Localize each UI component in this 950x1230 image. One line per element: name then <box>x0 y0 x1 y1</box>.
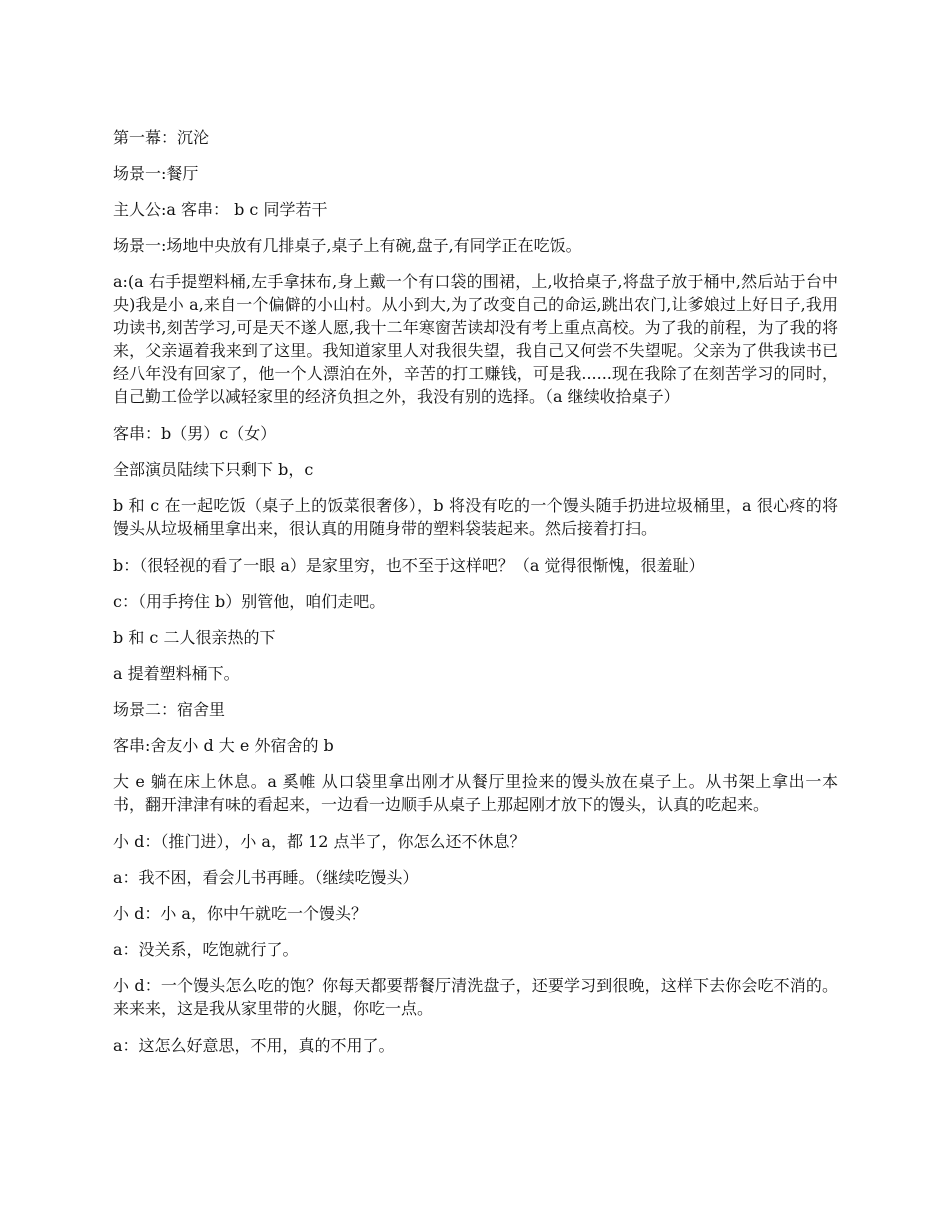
stage-direction-dorm: 大 e 躺在床上休息。a 奚帷 从口袋里拿出刚才从餐厅里捡来的馒头放在桌子上。从书架上拿出一本书，翻开津津有味的看起来，一边看一边顺手从桌子上那起刚才放下的馒头，认真的吃起来。 <box>113 772 838 814</box>
dialogue-a-1: a：我不困，看会儿书再睡。（继续吃馒头） <box>113 868 419 887</box>
dialogue-d-2: 小 d：小 a，你中午就吃一个馒头？ <box>113 904 367 923</box>
stage-direction-a-exit: a 提着塑料桶下。 <box>113 664 240 683</box>
scene-description-1: 场景一:场地中央放有几排桌子,桌子上有碗,盘子,有同学正在吃饭。 <box>113 236 582 255</box>
stage-direction-meal: b 和 c 在一起吃饭（桌子上的饭菜很奢侈），b 将没有吃的一个馒头随手扔进垃圾桶里，a 很心疼的将馒头从垃圾桶里拿出来，很认真的用随身带的塑料袋装起来。然后接着打扫。 <box>113 496 838 538</box>
act-title: 第一幕：沉沦 <box>113 128 210 147</box>
dialogue-a-3: a：这怎么好意思，不用，真的不用了。 <box>113 1036 395 1055</box>
scene-heading-2: 场景二：宿舍里 <box>113 700 226 719</box>
scene-heading-1: 场景一:餐厅 <box>113 164 199 183</box>
dialogue-b: b：（很轻视的看了一眼 a）是家里穷，也不至于这样吧？（a 觉得很惭愧，很羞耻） <box>113 556 705 575</box>
stage-direction-bc-exit: b 和 c 二人很亲热的下 <box>113 628 276 647</box>
stage-direction-exit: 全部演员陆续下只剩下 b，c <box>113 460 314 479</box>
dialogue-a-2: a：没关系，吃饱就行了。 <box>113 940 299 959</box>
dialogue-d-3: 小 d：一个馒头怎么吃的饱？你每天都要帮餐厅清洗盘子，还要学习到很晚，这样下去你会吃不消的。来来来，这是我从家里带的火腿，你吃一点。 <box>113 976 838 1018</box>
monologue-a: a:(a 右手提塑料桶,左手拿抹布,身上戴一个有口袋的围裙，上,收拾桌子,将盘子放于桶中,然后站于台中央)我是小 a,来自一个偏僻的小山村。从小到大,为了改变自己的命运,跳出农门,让爹娘过上好日子,我用功读书,刻苦学习,可是天不遂人愿,我十二年寒窗苦读却没有考上重点高校。为了我的前程，为了我的将来，父亲逼着我来到了这里。我知道家里人对我很失望，我自己又何尝不失望呢。父亲为了供我读书已经八年没有回家了，他一个人漂泊在外，辛苦的打工赚钱，可是我......现在我除了在刻苦学习的同时，自己勤工俭学以减轻家里的经济负担之外，我没有别的选择。（a 继续收拾桌子） <box>113 272 838 406</box>
cast-line-dorm: 客串:舍友小 d 大 e 外宿舍的 b <box>113 736 334 755</box>
dialogue-c: c：（用手挎住 b）别管他，咱们走吧。 <box>113 592 386 611</box>
cast-line-bc: 客串：b（男）c（女） <box>113 424 277 443</box>
dialogue-d-1: 小 d：（推门进），小 a，都 12 点半了，你怎么还不休息？ <box>113 832 526 851</box>
cast-line: 主人公:a 客串： b c 同学若干 <box>113 200 328 219</box>
